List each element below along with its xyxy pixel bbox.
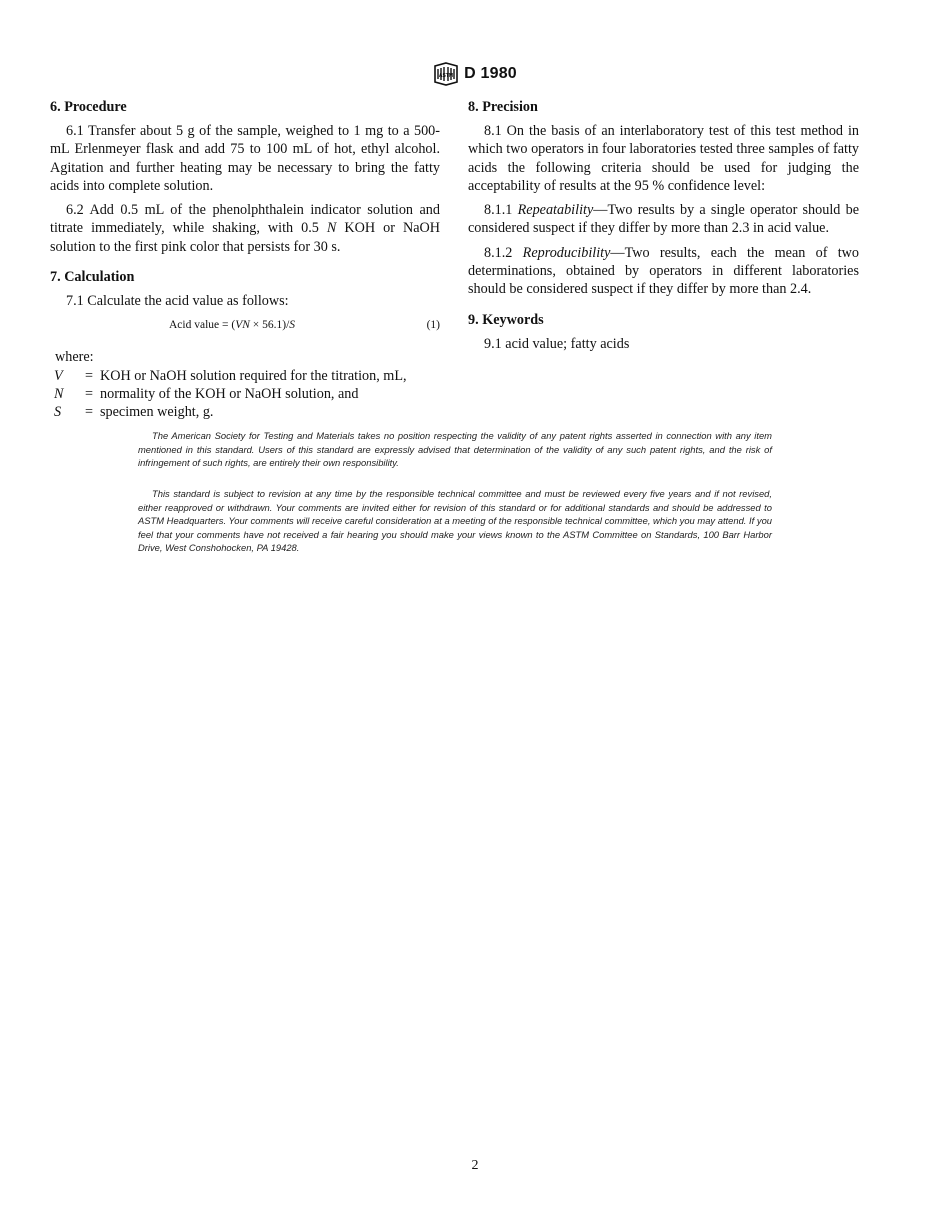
paragraph-6-1: 6.1 Transfer about 5 g of the sample, weighed to 1 mg to a 500-mL Erlenmeyer flask and add 75 to 100 mL of hot, ethyl alcohol. Agitation and further heating may be necessary to bring the fatty acids into complete solution. (50, 123, 440, 194)
section-8-heading: 8. Precision (468, 99, 538, 115)
section-7-heading: 7. Calculation (50, 269, 135, 286)
right-column (468, 98, 859, 359)
paragraph-8-1: 8.1 On the basis of an interlaboratory test of this test method in which two operators in four laboratories tested three samples of fatty acids the following criteria should be used for judging the acceptability of results at the 95 % confidence level: (468, 123, 859, 194)
paragraph-7-1: 7.1 Calculate the acid value as follows: (66, 293, 289, 310)
where-label: where: (55, 349, 94, 366)
equation-acid-value (50, 316, 440, 338)
where-definition-row: S = specimen weight, g. (54, 404, 214, 421)
where-definition-row: N = normality of the KOH or NaOH solution, and (54, 385, 359, 402)
revision-notice: This standard is subject to revision at any time by the responsible technical committee and must be reviewed every five years and if not revised, either reapproved or withdrawn. Your comments are invited either for revision of this standard or for additional standards and should be addressed to ASTM Headquarters. Your comments will receive careful consideration at a meeting of the responsible technical committee, which you may attend. If you feel that your comments have not received a fair hearing you should make your views known to the ASTM Committee on Standards, 100 Barr Harbor Drive, West Conshohocken, PA 19428. (138, 488, 772, 554)
equation-expression: Acid value = (VN × 56.1)/S (169, 319, 296, 332)
paragraph-8-1-1: 8.1.1 Repeatability—Two results by a single operator should be considered suspect if they differ by more than 2.3 in acid value. (468, 202, 859, 237)
astm-logo-icon (433, 62, 459, 86)
standard-designation: D 1980 (464, 65, 517, 82)
left-column (50, 98, 440, 422)
svg-text:ASTM: ASTM (439, 73, 454, 79)
where-definition-row: V = KOH or NaOH solution required for the titration, mL, (54, 367, 407, 384)
paragraph-6-2: 6.2 Add 0.5 mL of the phenolphthalein indicator solution and titrate immediately, while shaking, with 0.5 N KOH or NaOH solution to the first pink color that persists for 30 s. (50, 202, 440, 255)
page-number: 2 (471, 1158, 479, 1173)
section-9-heading: 9. Keywords (468, 311, 544, 328)
page-header (0, 62, 950, 86)
paragraph-8-1-2: 8.1.2 Reproducibility—Two results, each the mean of two determinations, obtained by operators in different laboratories should be considered suspect if they differ by more than 2.4. (468, 244, 859, 298)
patent-notice: The American Society for Testing and Materials takes no position respecting the validity of any patent rights asserted in connection with any item mentioned in this standard. Users of this standard are expressly advised that determination of the validity of any such patent rights, and the risk of infringement of such rights, are entirely their own responsibility. (138, 430, 772, 469)
paragraph-9-1: 9.1 acid value; fatty acids (484, 335, 630, 352)
equation-number: (1) (426, 319, 440, 332)
section-6-heading: 6. Procedure (50, 99, 127, 115)
